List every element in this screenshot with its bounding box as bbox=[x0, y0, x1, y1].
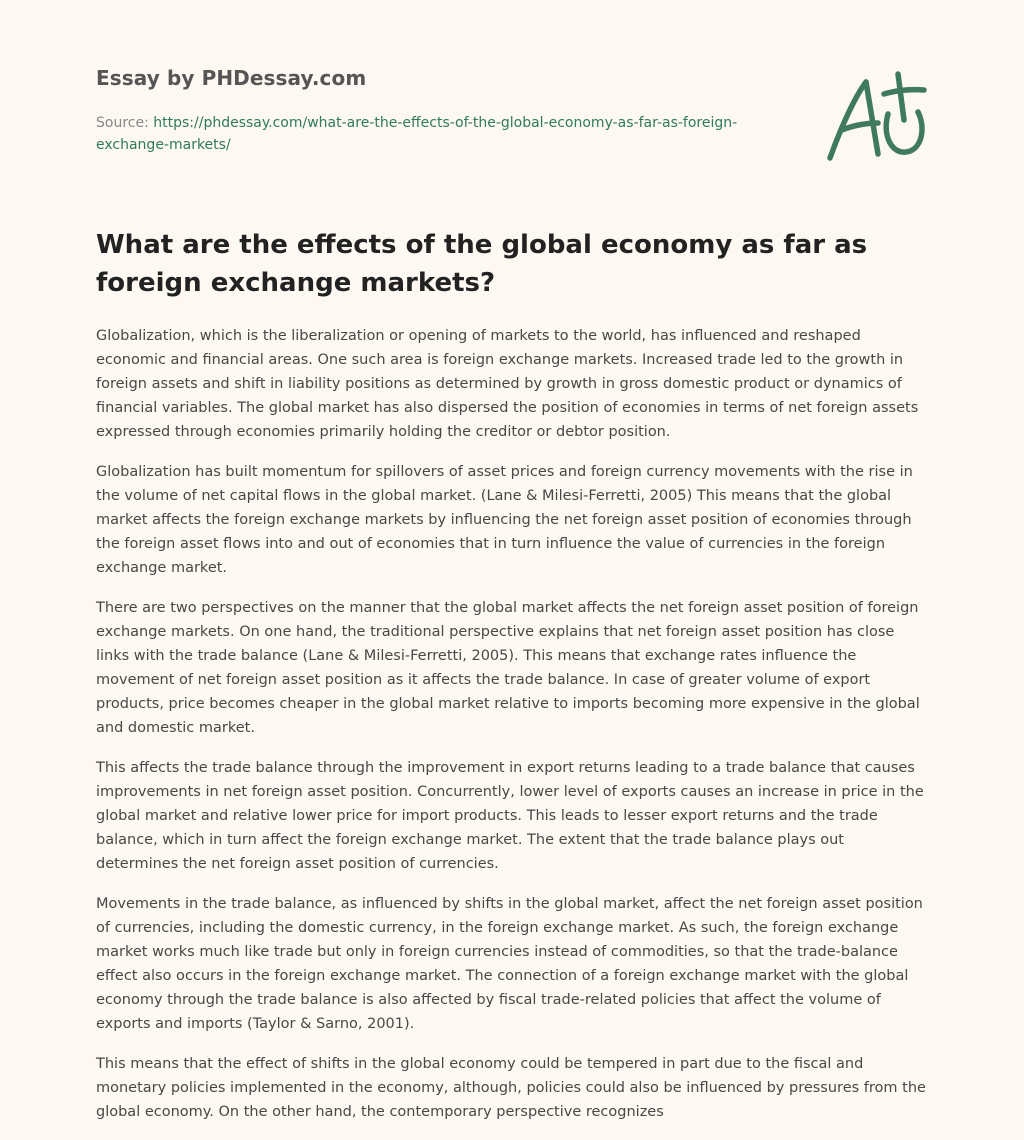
paragraph: Globalization, which is the liberalization or opening of markets to the world, has influenced and reshaped economic and financial areas. One such area is foreign exchange markets. Increased trade led to the growth in foreign assets and shift in liability positions as determined by growth in gross domestic product or dynamics of financial variables. The global market has also dispersed the position of economies in terms of net foreign assets expressed through economies primarily holding the creditor or debtor position. bbox=[96, 328, 919, 440]
paragraph: Globalization has built momentum for spillovers of asset prices and foreign currency movements with the rise in the volume of net capital flows in the global market. (Lane & Milesi-Ferretti, 2005) This means that the global market affects the foreign exchange markets by influencing the net foreign asset position of economies through the foreign asset flows into and out of economies that in turn influence the value of currencies in the foreign exchange market. bbox=[96, 464, 913, 576]
logo-strokes bbox=[830, 74, 924, 158]
paragraph: There are two perspectives on the manner that the global market affects the net foreign asset position of foreign exchange markets. On one hand, the traditional perspective explains that net foreign asset position has close links with the trade balance (Lane & Milesi-Ferretti, 2005). This means that exchange rates influence the movement of net foreign asset position as it affects the trade balance. In case of greater volume of export products, price becomes cheaper in the global market relative to imports becoming more expensive in the global and domestic market. bbox=[96, 600, 920, 736]
page-title: What are the effects of the global economy as far as foreign exchange markets? bbox=[96, 230, 868, 298]
source-link[interactable]: https://phdessay.com/what-are-the-effects-of-the-global-economy-as-far-as-foreign-exchange-markets/ bbox=[96, 115, 738, 153]
article-body bbox=[96, 324, 928, 1140]
paragraph: This affects the trade balance through the improvement in export returns leading to a trade balance that causes improvements in net foreign asset position. Concurrently, lower level of exports causes an increase in price in the global market and relative lower price for import products. This leads to lesser export returns and the trade balance, which in turn affect the foreign exchange market. The extent that the trade balance plays out determines the net foreign asset position of currencies. bbox=[96, 760, 924, 872]
source-label: Source: bbox=[96, 115, 154, 131]
logo-plus-vertical bbox=[898, 74, 904, 120]
paragraph: This means that the effect of shifts in the global economy could be tempered in part due to the fiscal and monetary policies implemented in the economy, although, policies could also be influenced by pressures from the global economy. On the other hand, the contemporary perspective recognizes bbox=[96, 1056, 926, 1120]
logo-a-right-stroke bbox=[866, 82, 878, 154]
site-brand: Essay by PHDessay.com bbox=[96, 66, 367, 90]
logo-plus-horizontal bbox=[884, 90, 924, 94]
logo-a-left-stroke bbox=[830, 82, 866, 158]
source-line bbox=[96, 112, 756, 156]
a-plus-grade-icon bbox=[818, 68, 930, 166]
paragraph: Movements in the trade balance, as influenced by shifts in the global market, affect the net foreign asset position of currencies, including the domestic currency, in the foreign exchange market. As such, the foreign exchange market works much like trade but only in foreign currencies instead of commodities, so that the trade-balance effect also occurs in the foreign exchange market. The connection of a foreign exchange market with the global economy through the trade balance is also affected by fiscal trade-related policies that affect the volume of exports and imports (Taylor & Sarno, 2001). bbox=[96, 896, 923, 1032]
